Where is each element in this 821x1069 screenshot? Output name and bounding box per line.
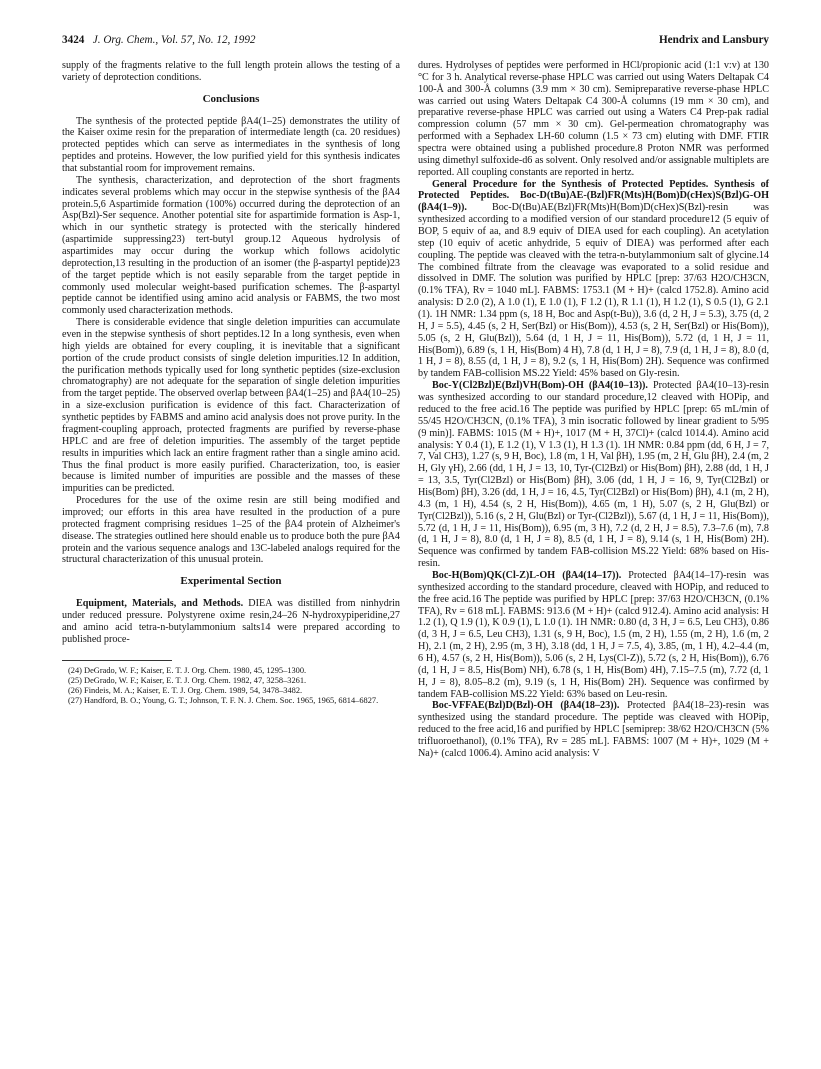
conclusions-paragraph: Procedures for the use of the oxime resin are still being modified and improved; our efforts in this area have resulted in the production of a pure protected fragment comprising residues 1–25 of the βA4 protein of Alzheimer's disease. The strategies outlined here should enable us to produce both the pure βA4 protein and the various sequence analogs and 13C-labeled analogs required for the structural characterization of this unusual protein.: [62, 495, 400, 566]
procedure-runin-heading: Boc-VFFAE(Bzl)D(Bzl)-OH (βA4(18–23)).: [432, 700, 620, 712]
conclusions-heading: Conclusions: [202, 92, 260, 105]
procedure-paragraph: [418, 700, 769, 759]
procedure-paragraph: [418, 380, 769, 570]
intro-paragraph: supply of the fragments relative to the full length protein allows the testing of a variety of deprotection conditions.: [62, 60, 400, 83]
procedure-paragraph: [418, 179, 769, 381]
procedure-paragraph: [418, 570, 769, 700]
equipment-runin-heading: Equipment, Materials, and Methods.: [76, 598, 244, 610]
methods-paragraph: dures. Hydrolyses of peptides were performed in HCl/propionic acid (1:1 v:v) at 130 °C for 3 h. Analytical reverse-phase HPLC was carried out using Waters Deltapak C4 100-Å and 300-Å columns (3.9 mm × 30 cm). Semipreparative reverse-phase HPLC was carried out using Waters Deltapak C4 300-Å columns (19 mm × 30 cm), and preparative reverse-phase HPLC was carried out using a Waters C4 Prep-pak radial compression column (57 mm × 30 cm). Gel-permeation chromatography was performed with a Sephadex LH-60 column (1.5 × 73 cm) eluting with DMF. FTIR spectra were obtained using a published procedure.8 Proton NMR was performed using dimethyl sulfoxide-d6 as solvent. Only resolved and/or assignable multiplets are reported. All coupling constants are reported in hertz.: [418, 60, 769, 178]
footnote: (27) Handford, B. O.; Young, G. T.; Johnson, T. F. N. J. Chem. Soc. 1965, 1965, 6814–6827.: [68, 696, 379, 706]
volume-info: Vol. 57, No. 12, 1992: [161, 34, 256, 46]
page-number: 3424: [62, 34, 85, 46]
procedure-runin-heading: Boc-H(Bom)QK(Cl-Z)L-OH (βA4(14–17)).: [432, 569, 622, 581]
procedure-text: Boc-D(tBu)AE(Bzl)FR(Mts)H(Bom)D(cHex)S(Bzl)-resin was synthesized according to a modified version of our standard procedure12 (5 equiv of BOP, 5 equiv of aa, and 8.9 equiv of DIEA used for each coupling). An acetylation step (10 equiv of acetic anhydride, 5 equiv of DIEA) was performed after each coupling. The peptide was cleaved with the tetra-n-butylammonium salt of glycine.14 The combined filtrate from the cleavage was evaporated to a solid residue and dissolved in DMF. The solution was purified by HPLC [prep: 37/63 H2O/CH3CN, (0.1% TFA), Rv = 1040 mL]. FABMS: 1753.1 (M + H)+ (calcd 1752.8). Amino acid analysis: D 2.0 (2), A 1.0 (1), E 1.0 (1), F 1.2 (1), R 1.1 (1), H 1.2 (1), S 0.5 (1), G 2.1 (1). 1H NMR: 1.34 ppm (s, 18 H, Boc and Asp(t-Bu)), 3.6 (d, 2 H, J = 5.3), 3.75 (d, 2 H, J = 5.5), 4.45 (s, 2 H, Ser(Bzl) or His(Bom)), 4.53 (s, 2 H, Ser(Bzl) or His(Bom)), 5.05 (s, 2 H, Glu(Bzl)), 5.64 (d, 1 H, J = 11, His(Bom)), 5.72 (d, 1 H, J = 11, His(Bom)), 6.89 (s, 1 H, His(Bom) 4 H), 7.8 (d, 1 H, J = 8), 7.9 (d, 1 H, J = 8), 8.0 (d, 1 H, J = 8), 8.55 (d, 1 H, J = 8), 9.2 (s, 1 H, His(Bom) 2H). Sequence was confirmed by tandem FAB-collision MS.22 Yield: 45% based on Gly-resin.: [418, 202, 769, 380]
footnote: (26) Findeis, M. A.; Kaiser, E. T. J. Org. Chem. 1989, 54, 3478–3482.: [68, 685, 303, 695]
equipment-text: DIEA was distilled from ninhydrin under reduced pressure. Polystyrene oxime resin,24–26 N-hydroxypiperidine,27 and amino acid tetra-n-butylammonium salts14 were prepared according to published proce-: [62, 598, 400, 645]
header-citation: [62, 34, 256, 46]
conclusions-paragraph: There is considerable evidence that single deletion impurities can accumulate even in the stepwise synthesis of short peptides.12 In a long synthesis, even when high yields are obtained for every coupling, it is inevitable that a significant portion of the crude product consists of single deletion impurities.12 In addition, the purification methods typically used for long synthetic peptides (size-exclusion chromatography) are not adequate for the separation of single deletion impurities from the target peptide. The observed overlap between βA4(1–25) and βA4(10–25) in a size-exclusion purification is evidence of this fact. Characterization of synthetic peptides by FABMS and amino acid analysis does not prove purity. In the fragment-coupling approach, protected fragments are purified by reverse-phase HPLC and are free of deletion impurities. The assembly of the target peptide results in impurities which lack an entire fragment rather than a single amino acid. Thus the final product is more easily purified. Characterization, too, is easier because is limited number of impurities are possible and the masses of these impurities can be predicted.: [62, 317, 400, 495]
left-column: [62, 60, 400, 706]
conclusions-paragraph: The synthesis of the protected peptide βA4(1–25) demonstrates the utility of the Kaiser oxime resin for the preparation of intermediate length (ca. 20 residues) protected peptides which can serve as intermediates in the synthesis of long peptides and proteins. However, the low purified yield for this synthesis indicates that substantial room for improvement remains.: [62, 115, 400, 175]
footnote: (25) DeGrado, W. F.; Kaiser, E. T. J. Org. Chem. 1982, 47, 3258–3261.: [68, 675, 307, 685]
equipment-paragraph: [62, 598, 400, 645]
procedure-text: Protected βA4(14–17)-resin was synthesized according to the standard procedure, cleaved with HOPip, and reduced to the free acid.16 The peptide was purified by HPLC [prep: 37/63 H2O/CH3CN, (0.1% TFA), Rv = 618 mL]. FABMS: 913.6 (M + H)+ (calcd 912.4). Amino acid analysis: H 1.2 (1), Q 1.9 (1), K 0.9 (1), L 1.0 (1). 1H NMR: 0.80 (d, 3 H, J = 6.5, Leu CH3), 0.86 (d, 3 H, J = 6.5, Leu CH3), 1.31 (s, 9 H, Boc), 1.5 (m, 2 H), 1.55 (m, 2 H), 1.6 (m, 2 H), 2.1 (m, 2 H), 2.95 (m, 3 H), 3.18 (dd, 1 H, J = 7.5, 4), 3.85, (m, 1 H), 4.2–4.4 (m, 6 H), 4.57 (s, 2 H, His(Bom)), 5.06 (s, 2 H, Lys(Cl-Z)), 5.72 (s, 2 H, His(Bom)), 6.76 (d, 1 H, J = 8.5, His(Bom) NH), 6.78 (s, 1 H, His(Bom) 4H), 7.15–7.5 (m), 7.72 (d, 1 H, J = 8), 8.05–8.2 (m), 9.19 (s, 1 H, His(Bom) 2H). Sequence was confirmed by tandem FAB-collision MS.22 Yield: 63% based on Leu-resin.: [418, 569, 769, 700]
footnotes: [62, 666, 400, 707]
conclusions-paragraph: The synthesis, characterization, and deprotection of the short fragments indicates several problems which may occur in the stepwise synthesis of the βA4 protein.5,6 Aspartimide formation (100%) occurred during the deprotection of an Asp(Bzl)-Ser sequence. Another potential site for aspartimide formation is Asp-1, which in our synthetic strategy is protected with the sterically hindered (aspartimide suppressing23) tert-butyl group.12 Aqueous hydrolysis of aspartimides may occur during the workup which follows acidolytic deprotection,13 resulting in the production of an isomer (the β-aspartyl peptide)23 of the target peptide which is not easily separable from the target peptide in commonly used molecular weight-based purification schemes. The β-aspartyl peptide cannot be identified using amino acid analysis or FABMS, the two most commonly used characterization methods.: [62, 174, 400, 317]
journal-name: J. Org. Chem.,: [92, 34, 159, 46]
experimental-heading: Experimental Section: [180, 575, 282, 588]
right-column: [418, 60, 769, 760]
footnote-divider: [62, 660, 172, 661]
running-authors: Hendrix and Lansbury: [658, 34, 769, 46]
procedure-runin-heading: Boc-Y(Cl2Bzl)E(Bzl)VH(Bom)-OH (βA4(10–13)).: [432, 380, 648, 392]
procedure-text: Protected βA4(18–23)-resin was synthesized using the standard procedure. The peptide was cleaved with HOPip, reduced to the free acid,16 and purified by HPLC [semiprep: 38/62 H2O/CH3CN (5% trifluoroethanol), (0.1% TFA), Rv = 285 mL]. FABMS: 1007 (M + H)+, 1029 (M + Na)+ (calcd 1006.4). Amino acid analysis: V: [418, 700, 769, 759]
procedure-runin-heading: General Procedure for the Synthesis of Protected Peptides. Synthesis of Protected Peptides. Boc-D(tBu)AE-(Bzl)FR(Mts)H(Bom)D(cHex)S(Bzl)G-OH (βA4(1–9)).: [418, 178, 769, 214]
procedure-text: Protected βA4(10–13)-resin was synthesized according to our standard procedure,12 cleaved with HOPip, and reduced to the free acid.16 The peptide was purified by HPLC [prep: 65 mL/min of 55/45 H2O/CH3CN, (0.1% TFA), 3 min isocratic followed by linear gradient to 5/95 (9 min)]. FABMS: 1015 (M + H)+, 1017 (M + H, 37Cl)+ (calcd 1014.4). Amino acid analysis: Y 0.4 (1), E 1.2 (1), V 1.3 (1), H 1.3 (1). 1H NMR: 0.84 ppm (dd, 6 H, J = 7, 7, Val CH3), 1.27 (s, 9 H, Boc), 1.8 (m, 1 H, Val βH), 1.95 (m, 2 H, Glu βH), 2.4 (m, 2 H, Gly γH), 2.66 (dd, 1 H, J = 13, 10, Tyr-(Cl2Bzl) or His(Bom) βH), 2.88 (dd, 1 H, J = 13, 3.5, Tyr(Cl2Bzl) or His(Bom) βH), 3.06 (dd, 1 H, J = 16, 9, Tyr(Cl2Bzl) or His(Bom) βH), 3.26 (dd, 1 H, J = 16, 4.5, Tyr(Cl2Bzl) or His(Bom) βH), 4.1 (m, 2 H), 4.3 (m, 1 H), 4.54 (s, 2 H, His(Bom)), 4.65 (m, 1 H), 5.07 (s, 2 H, Glu(Bzl) or Tyr(Cl2Bzl)), 5.16 (s, 2 H, Glu(Bzl) or Tyr-(Cl2Bzl)), 5.67 (d, 1 H, J = 11, His(Bom)), 5.72 (d, 1 H, J = 11, His(Bom)), 6.95 (m, 3 H), 7.2 (d, 2 H, J = 8.5), 7.3–7.6 (m), 7.8 (d, 1 H, J = 8), 8.0 (d, 1 H, J = 8), 8.5 (d, 1 H, J = 8), 9.14 (s, 1 H, His(Bom) 2H). Sequence was confirmed by tandem FAB-collision MS.22 Yield: 68% based on His-resin.: [418, 380, 769, 570]
footnote: (24) DeGrado, W. F.; Kaiser, E. T. J. Org. Chem. 1980, 45, 1295–1300.: [68, 665, 307, 675]
page-header: [62, 34, 769, 50]
